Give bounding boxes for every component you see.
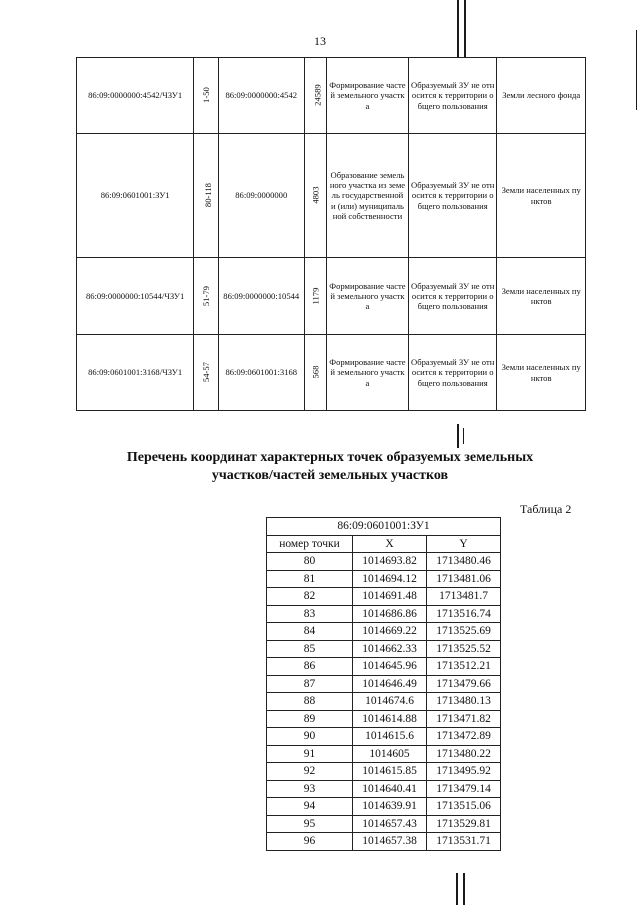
formation-method: Образование земельного участка из земель государственной и (или) муниципальной собственности: [327, 134, 409, 258]
land-category: Земли населенных пунктов: [497, 134, 586, 258]
point-number: 83: [267, 605, 353, 623]
table-title-row: [267, 518, 501, 536]
source-number: 86:09:0000000:4542: [218, 58, 304, 134]
land-category: Земли лесного фонда: [497, 58, 586, 134]
scan-line: [457, 424, 459, 448]
y-coordinate: 1713531.71: [427, 833, 501, 851]
table-row: [267, 780, 501, 798]
point-number: 96: [267, 833, 353, 851]
note: Образуемый ЗУ не относится к территории общего пользования: [408, 134, 497, 258]
heading-line: Перечень координат характерных точек образуемых земельных: [126, 450, 534, 465]
table-title: 86:09:0601001:ЗУ1: [267, 518, 501, 536]
y-coordinate: 1713495.92: [427, 763, 501, 781]
x-coordinate: 1014691.48: [353, 588, 427, 606]
formation-method: Формирование частей земельного участка: [327, 58, 409, 134]
y-coordinate: 1713516.74: [427, 605, 501, 623]
note: Образуемый ЗУ не относится к территории общего пользования: [408, 58, 497, 134]
y-coordinate: 1713480.22: [427, 745, 501, 763]
point-range: 51-79: [201, 285, 212, 307]
x-coordinate: 1014615.6: [353, 728, 427, 746]
table-row: [267, 815, 501, 833]
table-row: [267, 798, 501, 816]
formation-method: Формирование частей земельного участка: [327, 258, 409, 335]
y-coordinate: 1713525.52: [427, 640, 501, 658]
scan-line: [463, 873, 465, 905]
point-number: 87: [267, 675, 353, 693]
point-number: 95: [267, 815, 353, 833]
table-row: [267, 570, 501, 588]
source-number: 86:09:0601001:3168: [218, 335, 304, 411]
parcels-table: [76, 57, 586, 411]
source-number: 86:09:0000000: [218, 134, 304, 258]
y-coordinate: 1713481.7: [427, 588, 501, 606]
point-number: 92: [267, 763, 353, 781]
table-row: [267, 745, 501, 763]
column-header: X: [353, 535, 427, 553]
table-row: [267, 588, 501, 606]
area: 24589: [312, 84, 323, 107]
x-coordinate: 1014615.85: [353, 763, 427, 781]
table-row: [267, 675, 501, 693]
point-range: 54-57: [201, 362, 212, 383]
table-row: [77, 258, 586, 335]
x-coordinate: 1014640.41: [353, 780, 427, 798]
table-row: [267, 710, 501, 728]
heading-line: участков/частей земельных участков: [211, 467, 449, 483]
point-number: 85: [267, 640, 353, 658]
table-row: [267, 553, 501, 571]
x-coordinate: 1014686.86: [353, 605, 427, 623]
cadastral-part: 86:09:0601001:3168/ЧЗУ1: [77, 335, 194, 411]
point-number: 91: [267, 745, 353, 763]
y-coordinate: 1713525.69: [427, 623, 501, 641]
table-row: [267, 693, 501, 711]
table-row: [267, 728, 501, 746]
table-row: [77, 335, 586, 411]
scan-line: [457, 0, 459, 57]
table-row: [267, 623, 501, 641]
table-header-row: [267, 535, 501, 553]
scan-line: [464, 0, 466, 57]
note: Образуемый ЗУ не относится к территории общего пользования: [408, 335, 497, 411]
x-coordinate: 1014669.22: [353, 623, 427, 641]
y-coordinate: 1713471.82: [427, 710, 501, 728]
table-row: [267, 605, 501, 623]
table-row: [267, 833, 501, 851]
x-coordinate: 1014693.82: [353, 553, 427, 571]
x-coordinate: 1014674.6: [353, 693, 427, 711]
x-coordinate: 1014646.49: [353, 675, 427, 693]
point-number: 84: [267, 623, 353, 641]
area: 4803: [310, 186, 321, 205]
scan-line: [636, 30, 637, 110]
x-coordinate: 1014605: [353, 745, 427, 763]
y-coordinate: 1713512.21: [427, 658, 501, 676]
cadastral-part: 86:09:0601001:ЗУ1: [77, 134, 194, 258]
table-row: [77, 58, 586, 134]
table-label: Таблица 2: [520, 502, 572, 516]
land-category: Земли населенных пунктов: [497, 335, 586, 411]
table-row: [267, 763, 501, 781]
point-number: 88: [267, 693, 353, 711]
y-coordinate: 1713481.06: [427, 570, 501, 588]
column-header: Y: [427, 535, 501, 553]
note: Образуемый ЗУ не относится к территории общего пользования: [408, 258, 497, 335]
x-coordinate: 1014657.43: [353, 815, 427, 833]
y-coordinate: 1713479.14: [427, 780, 501, 798]
y-coordinate: 1713515.06: [427, 798, 501, 816]
point-range: 1-50: [200, 87, 211, 104]
point-number: 90: [267, 728, 353, 746]
x-coordinate: 1014694.12: [353, 570, 427, 588]
section-heading: [60, 449, 600, 485]
formation-method: Формирование частей земельного участка: [327, 335, 409, 411]
point-range: 80-118: [203, 183, 214, 208]
y-coordinate: 1713480.46: [427, 553, 501, 571]
scan-line: [463, 428, 464, 444]
point-number: 93: [267, 780, 353, 798]
point-number: 80: [267, 553, 353, 571]
y-coordinate: 1713529.81: [427, 815, 501, 833]
point-number: 86: [267, 658, 353, 676]
point-number: 89: [267, 710, 353, 728]
table-row: [267, 658, 501, 676]
x-coordinate: 1014662.33: [353, 640, 427, 658]
point-number: 94: [267, 798, 353, 816]
y-coordinate: 1713480.13: [427, 693, 501, 711]
point-number: 82: [267, 588, 353, 606]
scan-line: [456, 873, 458, 905]
cadastral-part: 86:09:0000000:4542/ЧЗУ1: [77, 58, 194, 134]
y-coordinate: 1713472.89: [427, 728, 501, 746]
land-category: Земли населенных пунктов: [497, 258, 586, 335]
x-coordinate: 1014639.91: [353, 798, 427, 816]
x-coordinate: 1014645.96: [353, 658, 427, 676]
point-number: 81: [267, 570, 353, 588]
area: 568: [310, 366, 321, 379]
area: 1179: [310, 287, 321, 305]
coordinates-table: [266, 517, 501, 851]
y-coordinate: 1713479.66: [427, 675, 501, 693]
page-number: 13: [314, 34, 326, 48]
x-coordinate: 1014614.88: [353, 710, 427, 728]
column-header: номер точки: [267, 535, 353, 553]
source-number: 86:09:0000000:10544: [218, 258, 304, 335]
table-row: [77, 134, 586, 258]
x-coordinate: 1014657.38: [353, 833, 427, 851]
table-row: [267, 640, 501, 658]
cadastral-part: 86:09:0000000:10544/ЧЗУ1: [77, 258, 194, 335]
